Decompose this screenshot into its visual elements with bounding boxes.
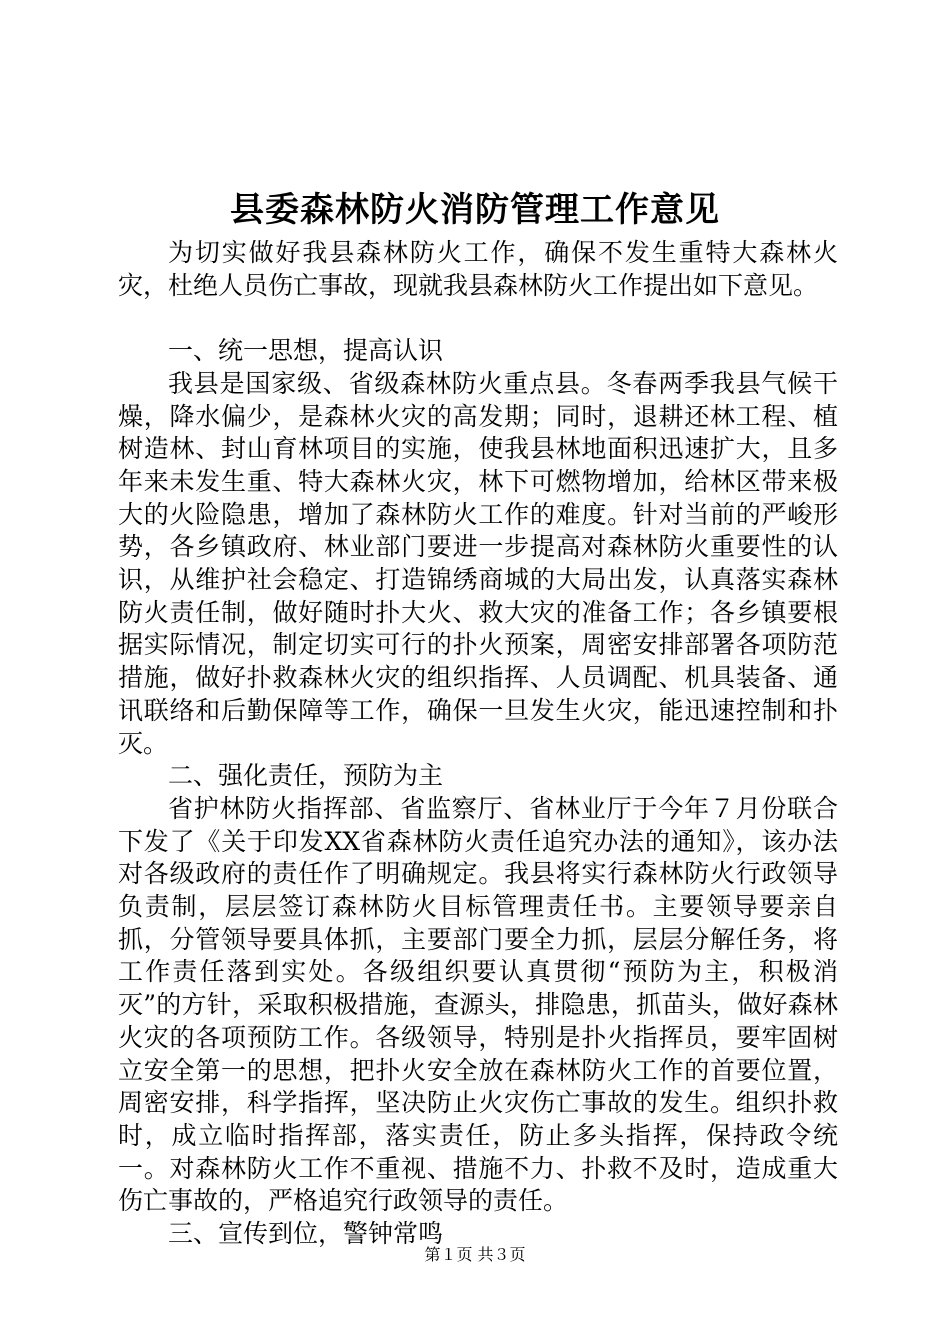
paragraph-spacer <box>118 302 838 335</box>
section-1-body: 我县是国家级、省级森林防火重点县。冬春两季我县气候干燥，降水偏少，是森林火灾的高发期；同时，退耕还林工程、植树造林、封山育林项目的实施，使我县林地面积迅速扩大，且多年来未发生重、特大森林火灾，林下可燃物增加，给林区带来极大的火险隐患，增加了森林防火工作的难度。针对当前的严峻形势，各乡镇政府、林业部门要进一步提高对森林防火重要性的认识，从维护社会稳定、打造锦绣商城的大局出发，认真落实森林防火责任制，做好随时扑大火、救大灾的准备工作；各乡镇要根据实际情况，制定切实可行的扑火预案，周密安排部署各项防范措施，做好扑救森林火灾的组织指挥、人员调配、机具装备、通讯联络和后勤保障等工作，确保一旦发生火灾，能迅速控制和扑灭。 <box>118 368 838 758</box>
section-2-body: 省护林防火指挥部、省监察厅、省林业厅于今年７月份联合下发了《关于印发XX省森林防火责任追究办法的通知》，该办法对各级政府的责任作了明确规定。我县将实行森林防火行政领导负责制，层层签订森林防火目标管理责任书。主要领导要亲自抓，分管领导要具体抓，主要部门要全力抓，层层分解任务，将工作责任落到实处。各级组织要认真贯彻“预防为主，积极消灭”的方针，采取积极措施，查源头，排隐患，抓苗头，做好森林火灾的各项预防工作。各级领导，特别是扑火指挥员，要牢固树立安全第一的思想，把扑火安全放在森林防火工作的首要位置，周密安排，科学指挥，坚决防止火灾伤亡事故的发生。组织扑救时，成立临时指挥部，落实责任，防止多头指挥，保持政令统一。对森林防火工作不重视、措施不力、扑救不及时，造成重大伤亡事故的，严格追究行政领导的责任。 <box>118 793 838 1216</box>
section-2-heading: 二、强化责任，预防为主 <box>168 761 444 791</box>
document-title: 县委森林防火消防管理工作意见 <box>230 190 720 230</box>
page-footer: 第１页 共３页 <box>424 1245 526 1264</box>
section-3-heading: 三、宣传到位，警钟常鸣 <box>168 1219 444 1249</box>
document-body <box>118 237 838 1251</box>
intro-paragraph: 为切实做好我县森林防火工作，确保不发生重特大森林火灾，杜绝人员伤亡事故，现就我县森林防火工作提出如下意见。 <box>118 238 838 300</box>
section-1-heading: 一、统一思想，提高认识 <box>168 336 444 366</box>
